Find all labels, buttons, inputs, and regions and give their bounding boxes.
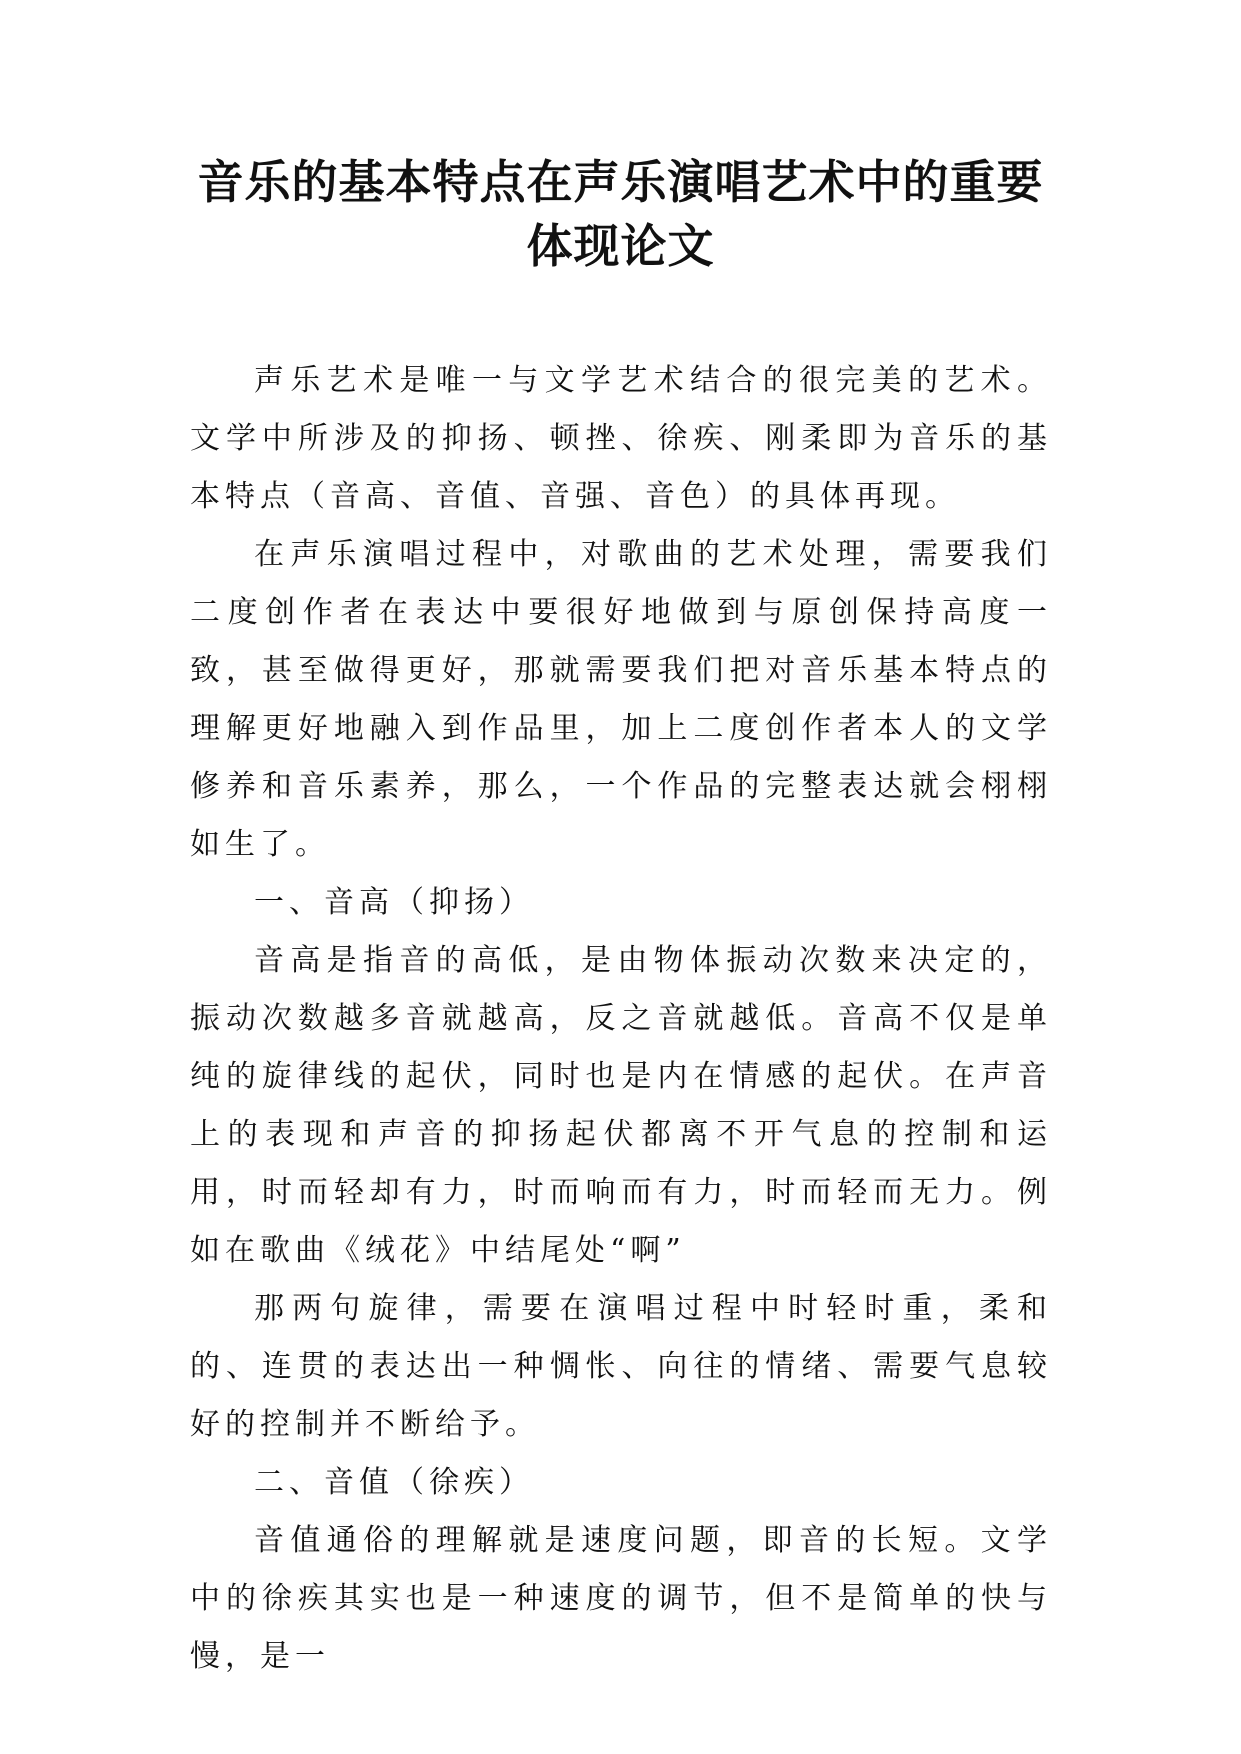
title-line-1: 音乐的基本特点在声乐演唱艺术中的重要 xyxy=(197,155,1044,209)
paragraph-pitch: 音高是指音的高低，是由物体振动次数来决定的，振动次数越多音就越高，反之音就越低。音高不仅是单纯的旋律线的起伏，同时也是内在情感的起伏。在声音上的表现和声音的抑扬起伏都离不开气息的控制和运用，时而轻却有力，时而响而有力，时而轻而无力。例如在歌曲《绒花》中结尾处“啊” xyxy=(190,943,1052,1268)
paragraph-intro: 声乐艺术是唯一与文学艺术结合的很完美的艺术。文学中所涉及的抑扬、顿挫、徐疾、刚柔即为音乐的基本特点（音高、音值、音强、音色）的具体再现。 xyxy=(190,363,1052,514)
document-body xyxy=(190,352,1052,1686)
paragraph-performance: 在声乐演唱过程中，对歌曲的艺术处理，需要我们二度创作者在表达中要很好地做到与原创保持高度一致，甚至做得更好，那就需要我们把对音乐基本特点的理解更好地融入到作品里，加上二度创作者本人的文学修养和音乐素养，那么，一个作品的完整表达就会栩栩如生了。 xyxy=(190,537,1052,862)
paragraph-duration: 音值通俗的理解就是速度问题，即音的长短。文学中的徐疾其实也是一种速度的调节，但不是简单的快与慢，是一 xyxy=(190,1523,1052,1674)
document-title xyxy=(150,150,1091,278)
section-heading-pitch: 一、音高（抑扬） xyxy=(254,885,534,920)
section-heading-duration: 二、音值（徐疾） xyxy=(254,1465,534,1500)
title-line-2: 体现论文 xyxy=(526,219,715,273)
paragraph-pitch-example: 那两句旋律，需要在演唱过程中时轻时重，柔和的、连贯的表达出一种惆怅、向往的情绪、需要气息较好的控制并不断给予。 xyxy=(190,1291,1052,1442)
